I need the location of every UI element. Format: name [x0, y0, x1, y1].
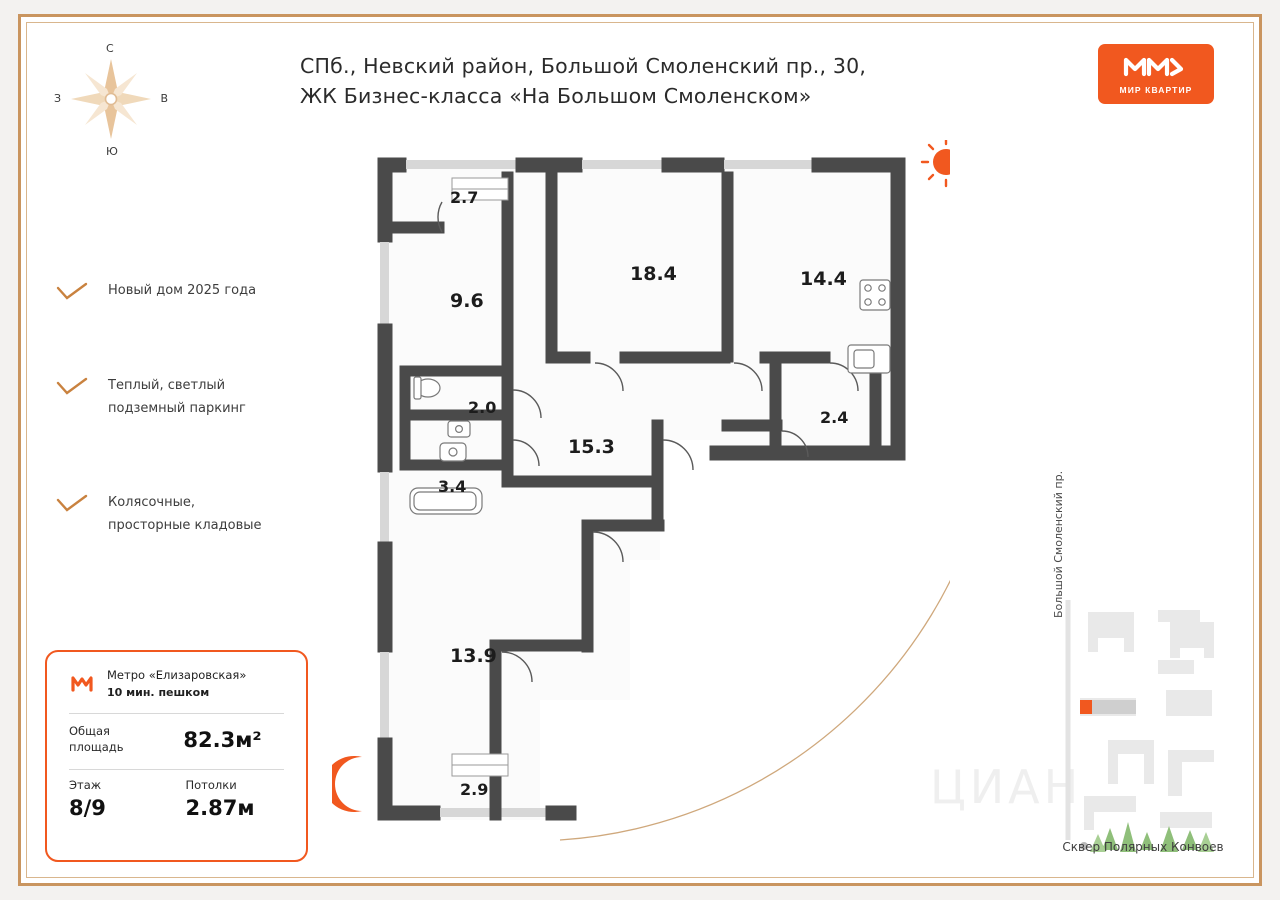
compass-label-north: С	[106, 42, 114, 55]
feature-label-2-line1: Теплый, светлый	[108, 377, 226, 393]
summary-card	[45, 650, 308, 862]
page-title	[300, 52, 1000, 111]
room-area-balcony-bottom: 2.9	[460, 780, 489, 799]
total-area-label-1: Общая	[69, 724, 110, 738]
floor-value: 8/9	[69, 796, 106, 821]
minimap-street-label: Большой Смоленский пр.	[1052, 470, 1065, 618]
title-line-1: СПб., Невский район, Большой Смоленский пр., 30,	[300, 54, 867, 78]
floor-ceiling-row	[47, 770, 306, 820]
total-area-label-2: площадь	[69, 739, 124, 754]
metro-info	[47, 652, 306, 699]
minimap-park-label: Сквер Полярных Конвоев	[1062, 840, 1224, 854]
mini-map	[1040, 600, 1245, 870]
logo-mark-icon	[1123, 55, 1189, 82]
floor-plan	[330, 140, 950, 870]
compass-label-east: В	[160, 92, 168, 105]
ceiling-value: 2.87м	[185, 796, 255, 821]
room-area-balcony-top: 2.7	[450, 188, 479, 207]
logo-label: МИР КВАРТИР	[1119, 85, 1193, 95]
feature-item-1	[56, 280, 286, 303]
room-area-kitchen: 14.4	[800, 268, 847, 290]
compass-rose-icon	[56, 44, 166, 154]
total-area-value: 82.3м²	[183, 727, 262, 752]
features-list	[56, 280, 286, 610]
title-line-2: ЖК Бизнес-класса «На Большом Смоленском»	[300, 83, 812, 108]
ceiling-label: Потолки	[185, 778, 237, 793]
feature-item-2	[56, 375, 286, 421]
feature-label-3-line1: Колясочные,	[108, 495, 195, 511]
compass-label-south: Ю	[106, 145, 118, 158]
compass-label-west: З	[54, 92, 62, 105]
room-area-hall: 9.6	[450, 290, 484, 312]
room-area-living-room: 13.9	[450, 645, 497, 667]
room-area-wc: 2.0	[468, 398, 497, 417]
metro-walk-time: 10 мин. пешком	[107, 686, 210, 699]
metro-icon	[69, 671, 95, 697]
brand-logo[interactable]	[1098, 44, 1214, 104]
building-highlight	[1080, 700, 1092, 714]
room-area-bathroom: 3.4	[438, 477, 467, 496]
floor-plan-drawing	[330, 140, 950, 870]
compass	[54, 42, 168, 158]
floor-label: Этаж	[69, 778, 102, 793]
check-icon	[56, 282, 88, 307]
room-area-loggia-kitchen: 2.4	[820, 408, 849, 427]
sun-icon	[922, 140, 950, 186]
check-icon	[56, 494, 88, 519]
feature-label-2-line2: подземный паркинг	[108, 400, 246, 416]
metro-station-name: Метро «Елизаровская»	[107, 668, 247, 682]
total-area-row	[47, 714, 306, 755]
feature-item-3	[56, 492, 286, 538]
feature-label-3-line2: просторные кладовые	[108, 518, 262, 533]
check-icon	[56, 377, 88, 402]
room-area-corridor: 15.3	[568, 436, 615, 458]
room-area-bedroom-large: 18.4	[630, 263, 677, 285]
orientation-crescent-icon	[332, 755, 372, 815]
feature-label-1: Новый дом 2025 года	[108, 283, 257, 298]
